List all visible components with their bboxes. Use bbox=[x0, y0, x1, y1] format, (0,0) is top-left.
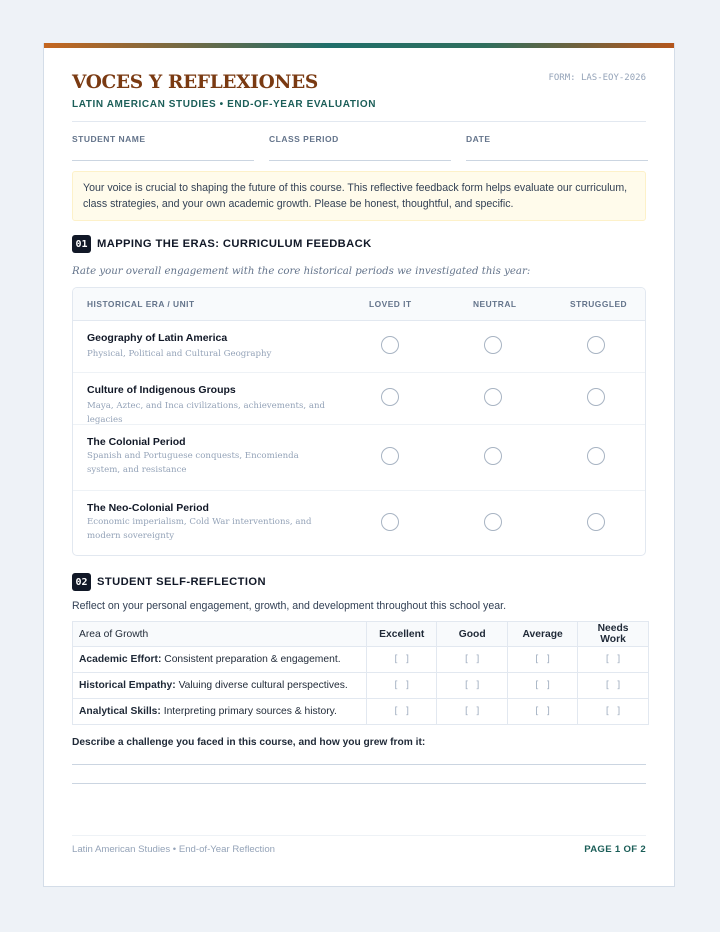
section-2-description: Reflect on your personal engagement, growth, and development throughout this school year. bbox=[72, 600, 507, 612]
writing-line-1[interactable] bbox=[72, 764, 646, 765]
table-row bbox=[73, 699, 649, 725]
radio-struggled[interactable] bbox=[587, 447, 605, 465]
growth-area-analytical-skills bbox=[73, 699, 367, 725]
era-description: Economic imperialism, Cold War interventions, and modern sovereignty bbox=[87, 517, 312, 541]
radio-neutral[interactable] bbox=[484, 388, 502, 406]
era-description: Physical, Political and Cultural Geography bbox=[87, 349, 272, 359]
checkbox-good[interactable]: [ ] bbox=[437, 699, 508, 725]
era-row-colonial bbox=[73, 424, 645, 491]
self-reflection-header-row bbox=[73, 622, 649, 647]
form-title: VOCES Y REFLEXIONES bbox=[72, 72, 318, 93]
radio-neutral[interactable] bbox=[484, 336, 502, 354]
writing-line-2[interactable] bbox=[72, 783, 646, 784]
growth-area-historical-empathy bbox=[73, 673, 367, 699]
form-code: FORM: LAS-EOY-2026 bbox=[548, 73, 646, 83]
checkbox-average[interactable]: [ ] bbox=[508, 673, 578, 699]
checkbox-excellent[interactable]: [ ] bbox=[367, 673, 437, 699]
footer-course-label: Latin American Studies • End-of-Year Reflection bbox=[72, 844, 275, 855]
curriculum-table-header bbox=[73, 288, 645, 321]
col-loved-it: LOVED IT bbox=[369, 299, 412, 309]
checkbox-excellent[interactable]: [ ] bbox=[367, 647, 437, 673]
section-2-header bbox=[72, 573, 266, 591]
section-1-description: Rate your overall engagement with the core historical periods we investigated this year: bbox=[72, 266, 531, 277]
radio-struggled[interactable] bbox=[587, 513, 605, 531]
intro-callout: Your voice is crucial to shaping the future of this course. This reflective feedback form helps evaluate our curriculum, class strategies, and your own academic growth. Please be honest, thoughtful, and specific. bbox=[72, 171, 646, 221]
class-period-line[interactable] bbox=[269, 160, 451, 161]
page-number: PAGE 1 OF 2 bbox=[584, 844, 646, 855]
col-area-of-growth: Area of Growth bbox=[73, 622, 367, 647]
era-name: The Neo-Colonial Period bbox=[87, 502, 209, 514]
table-row bbox=[73, 647, 649, 673]
era-name: The Colonial Period bbox=[87, 436, 186, 448]
era-description: Spanish and Portuguese conquests, Encomienda system, and resistance bbox=[87, 451, 299, 475]
era-name: Culture of Indigenous Groups bbox=[87, 384, 236, 396]
col-neutral: NEUTRAL bbox=[473, 299, 517, 309]
era-row-geography bbox=[73, 320, 645, 373]
era-row-neo-colonial bbox=[73, 490, 645, 556]
student-name-field[interactable] bbox=[72, 134, 254, 144]
checkbox-needs-work[interactable]: [ ] bbox=[578, 647, 649, 673]
date-field[interactable] bbox=[466, 134, 648, 144]
col-average: Average bbox=[508, 622, 578, 647]
radio-loved-it[interactable] bbox=[381, 447, 399, 465]
student-name-line[interactable] bbox=[72, 160, 254, 161]
radio-loved-it[interactable] bbox=[381, 336, 399, 354]
table-row bbox=[73, 673, 649, 699]
section-2-title: STUDENT SELF-REFLECTION bbox=[97, 576, 266, 588]
growth-area-detail: Interpreting primary sources & history. bbox=[160, 706, 337, 717]
radio-struggled[interactable] bbox=[587, 336, 605, 354]
footer-divider bbox=[72, 835, 646, 836]
section-1-title: MAPPING THE ERAS: CURRICULUM FEEDBACK bbox=[97, 238, 372, 250]
growth-area-name: Academic Effort: bbox=[79, 654, 162, 665]
radio-loved-it[interactable] bbox=[381, 388, 399, 406]
curriculum-feedback-table bbox=[72, 287, 646, 556]
checkbox-good[interactable]: [ ] bbox=[437, 673, 508, 699]
era-name: Geography of Latin America bbox=[87, 332, 228, 344]
gradient-top-bar bbox=[44, 43, 674, 48]
self-reflection-table bbox=[72, 621, 649, 725]
class-period-field[interactable] bbox=[269, 134, 451, 144]
checkbox-needs-work[interactable]: [ ] bbox=[578, 699, 649, 725]
radio-loved-it[interactable] bbox=[381, 513, 399, 531]
checkbox-needs-work[interactable]: [ ] bbox=[578, 673, 649, 699]
form-subtitle: LATIN AMERICAN STUDIES • END-OF-YEAR EVALUATION bbox=[72, 99, 377, 110]
growth-area-detail: Valuing diverse cultural perspectives. bbox=[175, 680, 348, 691]
radio-struggled[interactable] bbox=[587, 388, 605, 406]
checkbox-average[interactable]: [ ] bbox=[508, 699, 578, 725]
col-needs-work: Needs Work bbox=[578, 622, 649, 647]
col-struggled: STRUGGLED bbox=[570, 299, 628, 309]
era-row-indigenous bbox=[73, 372, 645, 425]
era-description: Maya, Aztec, and Inca civilizations, achievements, and legacies bbox=[87, 401, 326, 425]
col-era: HISTORICAL ERA / UNIT bbox=[87, 299, 195, 309]
date-line[interactable] bbox=[466, 160, 648, 161]
checkbox-excellent[interactable]: [ ] bbox=[367, 699, 437, 725]
col-excellent: Excellent bbox=[367, 622, 437, 647]
radio-neutral[interactable] bbox=[484, 513, 502, 531]
header-divider bbox=[72, 121, 646, 122]
growth-area-detail: Consistent preparation & engagement. bbox=[161, 654, 341, 665]
section-2-number: 02 bbox=[72, 573, 91, 591]
radio-neutral[interactable] bbox=[484, 447, 502, 465]
col-good: Good bbox=[437, 622, 508, 647]
checkbox-average[interactable]: [ ] bbox=[508, 647, 578, 673]
class-period-label: CLASS PERIOD bbox=[269, 134, 339, 144]
checkbox-good[interactable]: [ ] bbox=[437, 647, 508, 673]
date-label: DATE bbox=[466, 134, 491, 144]
section-1-number: 01 bbox=[72, 235, 91, 253]
growth-area-academic-effort bbox=[73, 647, 367, 673]
student-name-label: STUDENT NAME bbox=[72, 134, 146, 144]
evaluation-form-page bbox=[43, 43, 675, 887]
challenge-prompt: Describe a challenge you faced in this course, and how you grew from it: bbox=[72, 737, 426, 748]
section-1-header bbox=[72, 235, 372, 253]
growth-area-name: Historical Empathy: bbox=[79, 680, 176, 691]
growth-area-name: Analytical Skills: bbox=[79, 706, 161, 717]
